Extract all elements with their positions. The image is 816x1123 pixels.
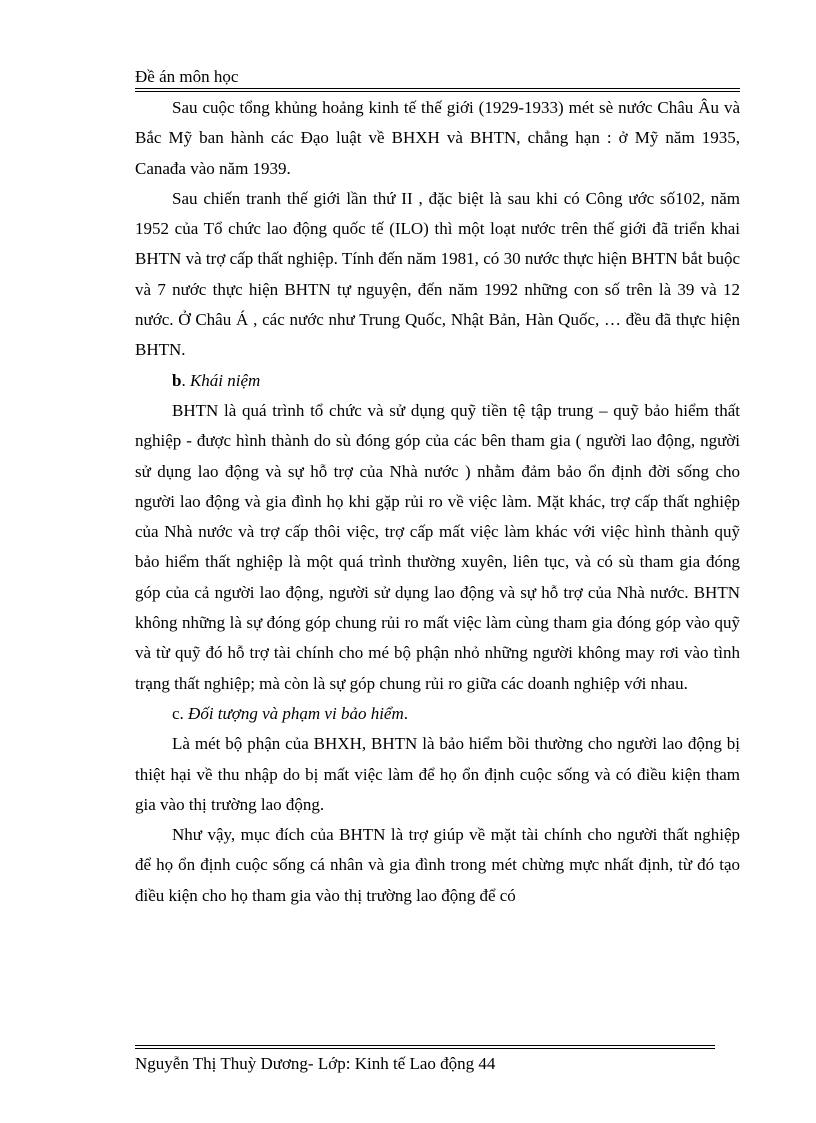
section-heading-c: c. Đối tượng và phạm vi bảo hiểm.	[172, 703, 409, 723]
section-title: Khái niệm	[189, 370, 261, 390]
page-header-title: Đề án môn học	[135, 67, 239, 86]
section-marker: b	[172, 370, 182, 390]
section-heading-b: b. Khái niệm	[172, 370, 261, 390]
footer-rule	[135, 1045, 715, 1049]
section-title: Đối tượng và phạm vi bảo hiểm	[188, 703, 404, 723]
paragraph: Như vậy, mục đích của BHTN là trợ giúp về mặt tài chính cho người thất nghiệp để họ ổn định cuộc sống cá nhân và gia đình trong mét chừng mực nhất định, từ đó tạo điều kiện cho họ tham gia vào thị trường lao động để có	[135, 825, 740, 905]
paragraph: BHTN là quá trình tổ chức và sử dụng quỹ tiền tệ tập trung – quỹ bảo hiểm thất nghiệp - được hình thành do sù đóng góp của các bên tham gia ( người lao động, người sử dụng lao động và sự hỗ trợ của Nhà nước ) nhằm đảm bảo ổn định đời sống cho người lao động và gia đình họ khi gặp rủi ro về việc làm. Mặt khác, trợ cấp thất nghiệp của Nhà nước và trợ cấp thôi việc, trợ cấp mất việc làm khác với việc hình thành quỹ bảo hiểm thất nghiệp là một quá trình thường xuyên, liên tục, và có sù tham gia đóng góp của cả người lao động, người sử dụng lao động và sự hỗ trợ của Nhà nước. BHTN không những là sự đóng góp chung rủi ro mất việc làm cùng tham gia đóng góp vào quỹ và từ quỹ đó hỗ trợ tài chính cho mé bộ phận nhỏ những người không may rơi vào tình trạng thất nghiệp; mà còn là sự góp chung rủi ro giữa các doanh nghiệp với nhau.	[135, 400, 740, 693]
header-rule	[135, 88, 740, 92]
page-body	[135, 93, 740, 911]
paragraph: Sau chiến tranh thế giới lần thứ II , đặc biệt là sau khi có Công ước số102, năm 1952 của Tổ chức lao động quốc tế (ILO) thì một loạt nước trên thế giới đã triển khai BHTN và trợ cấp thất nghiệp. Tính đến năm 1981, có 30 nước thực hiện BHTN bắt buộc và 7 nước thực hiện BHTN tự nguyện, đến năm 1992 những con số trên là 39 và 12 nước. Ở Châu Á , các nước như Trung Quốc, Nhật Bản, Hàn Quốc, … đều đã thực hiện BHTN.	[135, 188, 740, 360]
section-marker: c	[172, 703, 180, 723]
page-footer-text: Nguyễn Thị Thuỳ Dương- Lớp: Kinh tế Lao động 44	[135, 1054, 496, 1073]
paragraph: Là mét bộ phận của BHXH, BHTN là bảo hiểm bồi thường cho người lao động bị thiệt hại về thu nhập do bị mất việc làm để họ ổn định cuộc sống và có điều kiện tham gia vào thị trường lao động.	[135, 734, 740, 814]
paragraph: Sau cuộc tổng khủng hoảng kinh tế thế giới (1929-1933) mét sè nước Châu Âu và Bắc Mỹ ban hành các Đạo luật về BHXH và BHTN, chẳng hạn : ở Mỹ năm 1935, Canađa vào năm 1939.	[135, 98, 740, 178]
